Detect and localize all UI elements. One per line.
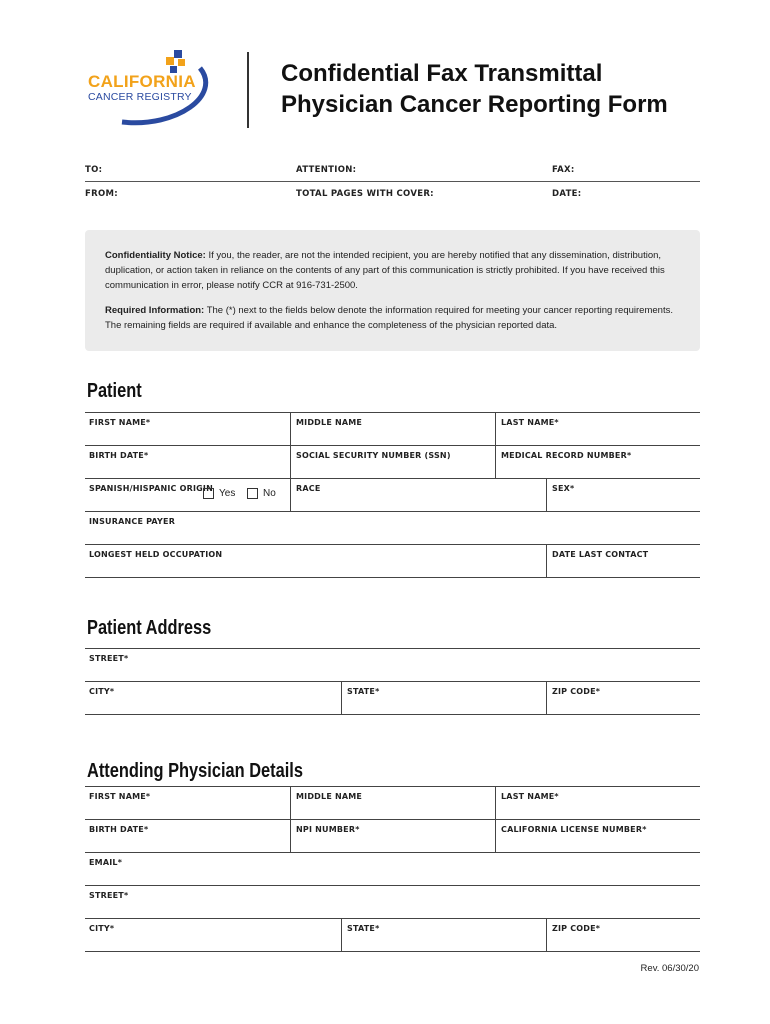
cell-divider [495,445,496,478]
date-label: DATE: [552,189,582,199]
patient-row5-top [85,544,700,545]
cell-divider [290,445,291,478]
patient-birth-date-field[interactable]: BIRTH DATE* [89,451,149,460]
physician-first-name-field[interactable]: FIRST NAME* [89,792,151,801]
physician-street-field[interactable]: STREET* [89,891,129,900]
physician-row1-top [85,786,700,787]
cell-divider [341,681,342,714]
ccr-logo [82,50,222,130]
patient-city-field[interactable]: CITY* [89,687,115,696]
address-row1-top [85,648,700,649]
required-information-label: Required Information: [105,305,205,316]
patient-sex-field[interactable]: SEX* [552,484,575,493]
confidentiality-notice-label: Confidentiality Notice: [105,250,206,261]
logo-text-registry: CANCER REGISTRY [88,91,192,103]
logo-text-california: CALIFORNIA [88,72,196,91]
patient-zip-field[interactable]: ZIP CODE* [552,687,601,696]
patient-section-title: Patient [87,380,142,402]
physician-row4-top [85,885,700,886]
cell-divider [546,544,547,577]
fax-label: FAX: [552,165,575,175]
cell-divider [290,478,291,511]
patient-hispanic-origin-label: SPANISH/HISPANIC ORIGIN [89,484,213,493]
physician-city-field[interactable]: CITY* [89,924,115,933]
hispanic-yes-checkbox[interactable] [203,488,214,499]
hispanic-no-label: No [263,488,276,499]
physician-birth-date-field[interactable]: BIRTH DATE* [89,825,149,834]
physician-section-title: Attending Physician Details [87,760,303,782]
revision-date: Rev. 06/30/20 [640,963,699,974]
patient-row3-top [85,478,700,479]
patient-middle-name-field[interactable]: MIDDLE NAME [296,418,363,427]
physician-license-field[interactable]: CALIFORNIA LICENSE NUMBER* [501,825,647,834]
cell-divider [546,918,547,951]
physician-bottom-line [85,951,700,952]
physician-state-field[interactable]: STATE* [347,924,380,933]
physician-middle-name-field[interactable]: MIDDLE NAME [296,792,363,801]
page-title [281,58,668,120]
physician-zip-field[interactable]: ZIP CODE* [552,924,601,933]
hispanic-no-checkbox[interactable] [247,488,258,499]
patient-ssn-field[interactable]: SOCIAL SECURITY NUMBER (SSN) [296,451,451,460]
patient-bottom-line [85,577,700,578]
patient-last-name-field[interactable]: LAST NAME* [501,418,559,427]
confidentiality-notice-text: If you, the reader, are not the intended recipient, you are hereby notified that any dissemination, distribution, duplication, or action taken in reliance on the contents of any part of this communication is strictly prohibited. If you have received this communication in error, please notify CCR at 916-731-2500. [105,250,665,291]
patient-row1-top [85,412,700,413]
physician-row5-top [85,918,700,919]
patient-street-field[interactable]: STREET* [89,654,129,663]
address-row2-top [85,681,700,682]
cell-divider [341,918,342,951]
patient-first-name-field[interactable]: FIRST NAME* [89,418,151,427]
physician-row2-top [85,819,700,820]
from-label: FROM: [85,189,118,199]
to-label: TO: [85,165,103,175]
physician-row3-top [85,852,700,853]
header-divider [247,52,249,128]
physician-email-field[interactable]: EMAIL* [89,858,123,867]
cell-divider [290,786,291,819]
confidentiality-notice-box [85,230,700,351]
total-pages-label: TOTAL PAGES WITH COVER: [296,189,434,199]
patient-address-section-title: Patient Address [87,617,212,639]
hispanic-yes-label: Yes [219,488,236,499]
patient-occupation-field[interactable]: LONGEST HELD OCCUPATION [89,550,223,559]
physician-npi-field[interactable]: NPI NUMBER* [296,825,360,834]
cell-divider [495,819,496,852]
patient-row4-top [85,511,700,512]
physician-last-name-field[interactable]: LAST NAME* [501,792,559,801]
patient-insurance-field[interactable]: INSURANCE PAYER [89,517,176,526]
patient-date-last-contact-field[interactable]: DATE LAST CONTACT [552,550,649,559]
address-bottom-line [85,714,700,715]
cell-divider [495,412,496,445]
patient-row2-top [85,445,700,446]
fax-header-line1 [85,181,700,182]
title-line1: Confidential Fax Transmittal [281,60,603,87]
cell-divider [546,681,547,714]
cell-divider [495,786,496,819]
confidentiality-notice [105,248,680,293]
attention-label: ATTENTION: [296,165,357,175]
required-information [105,303,680,333]
cell-divider [290,819,291,852]
title-line2: Physician Cancer Reporting Form [281,91,668,118]
patient-mrn-field[interactable]: MEDICAL RECORD NUMBER* [501,451,632,460]
patient-state-field[interactable]: STATE* [347,687,380,696]
required-information-text: The (*) next to the fields below denote the information required for meeting your cancer reporting requirements. The remaining fields are required if available and enhance the completeness of the physician reported data. [105,305,673,331]
patient-race-field[interactable]: RACE [296,484,321,493]
cell-divider [290,412,291,445]
cell-divider [546,478,547,511]
